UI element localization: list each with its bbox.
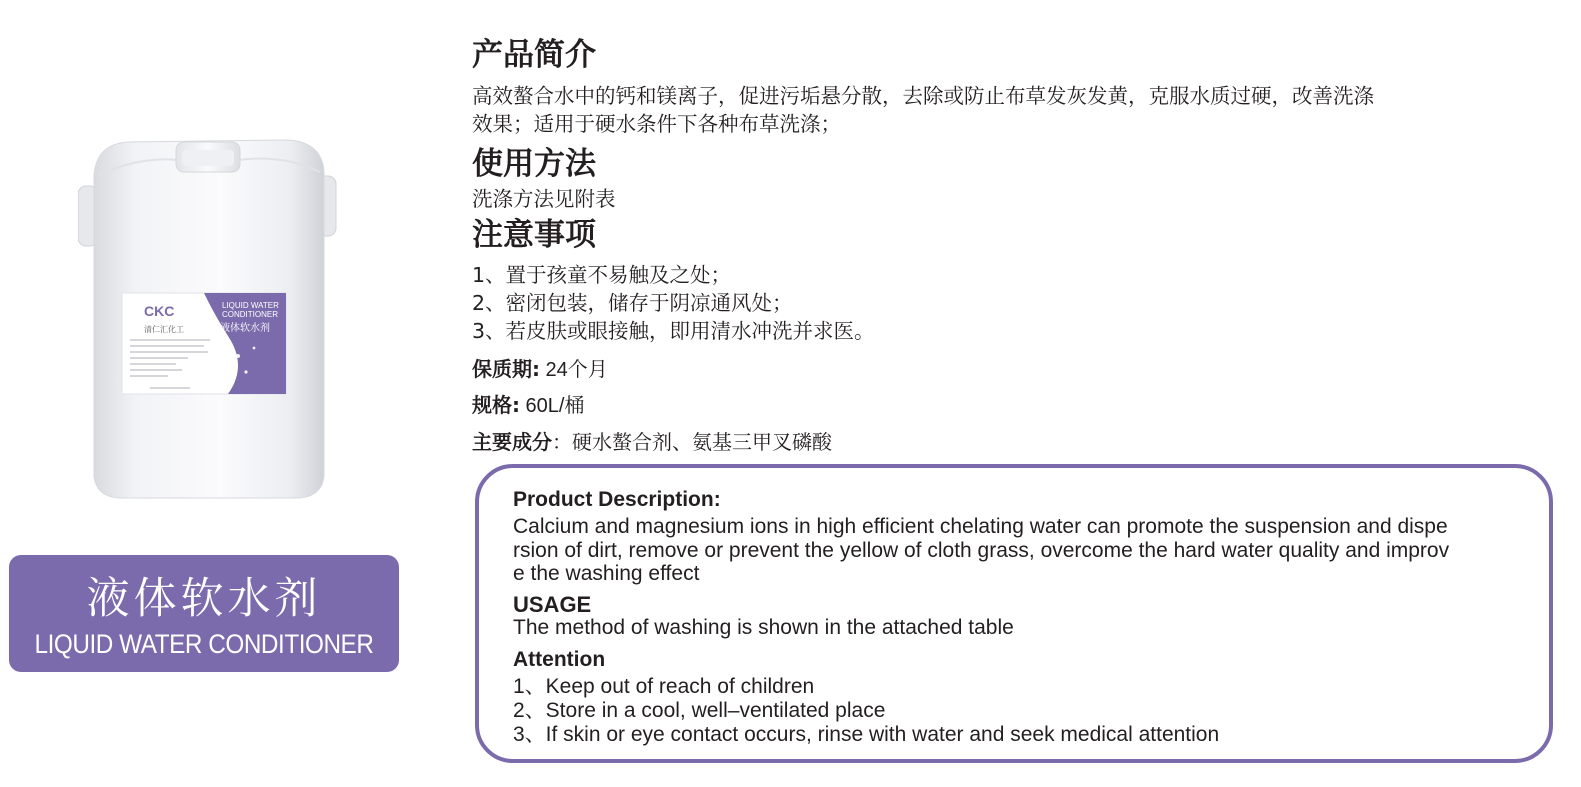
en-desc-line: e the washing effect: [513, 562, 700, 585]
label-brand: CKC: [144, 303, 175, 319]
en-usage-heading: USAGE: [513, 592, 592, 617]
label-en-2: CONDITIONER: [222, 310, 278, 319]
cn-spec: [472, 393, 584, 418]
product-jug-image: [78, 136, 338, 502]
cn-spec-label: 规格:: [472, 393, 520, 417]
label-en-1: LIQUID WATER: [222, 301, 279, 310]
en-desc-line: rsion of dirt, remove or prevent the yellow of cloth grass, overcome the hard water quality and improv: [513, 539, 1450, 562]
cn-ingredients-value: ：硬水螯合剂、氨基三甲叉磷酸: [552, 430, 832, 454]
label-brand-cn: 清仁汇化工: [144, 325, 184, 334]
cn-attention-item: 3、若皮肤或眼接触，即用清水冲洗并求医。: [472, 319, 875, 343]
en-info-box: [475, 464, 1553, 763]
cn-intro-heading: 产品简介: [472, 37, 596, 73]
en-attention-heading: Attention: [513, 648, 606, 671]
en-desc-heading: Product Description:: [513, 488, 721, 511]
en-usage-text: The method of washing is shown in the attached table: [513, 616, 1014, 639]
cn-ingredients-label: 主要成分: [472, 430, 552, 454]
cn-attention-heading: 注意事项: [472, 217, 596, 253]
cn-shelf-life-label: 保质期:: [472, 357, 540, 381]
cn-intro-line-2: 效果；适用于硬水条件下各种布草洗涤；: [472, 112, 841, 136]
en-attention-item: 3、If skin or eye contact occurs, rinse with water and seek medical attention: [513, 723, 1220, 746]
cn-spec-value: 60L/桶: [520, 395, 585, 417]
cn-attention-item: 2、密闭包装，储存于阴凉通风处；: [472, 291, 793, 315]
en-attention-item: 2、Store in a cool, well–ventilated place: [513, 699, 886, 722]
cn-shelf-life: [472, 357, 608, 382]
cn-shelf-life-value: 24个月: [540, 359, 608, 381]
en-attention-item: 1、Keep out of reach of children: [513, 675, 815, 698]
cn-intro-line-1: 高效螯合水中的钙和镁离子，促进污垢悬分散，去除或防止布草发灰发黄，克服水质过硬，改善洗涤: [472, 84, 1374, 108]
cn-usage-text: 洗涤方法见附表: [472, 187, 616, 211]
cn-attention-item: 1、置于孩童不易触及之处；: [472, 263, 732, 287]
cn-ingredients: [472, 430, 832, 454]
cn-usage-heading: 使用方法: [472, 146, 596, 182]
product-name-badge: [9, 555, 399, 672]
label-cn: 液体软水剂: [220, 323, 270, 334]
en-desc-line: Calcium and magnesium ions in high efficient chelating water can promote the suspension and dispe: [513, 515, 1448, 538]
product-name-en: LIQUID WATER CONDITIONER: [34, 629, 374, 659]
product-name-cn: 液体软水剂: [86, 574, 322, 624]
